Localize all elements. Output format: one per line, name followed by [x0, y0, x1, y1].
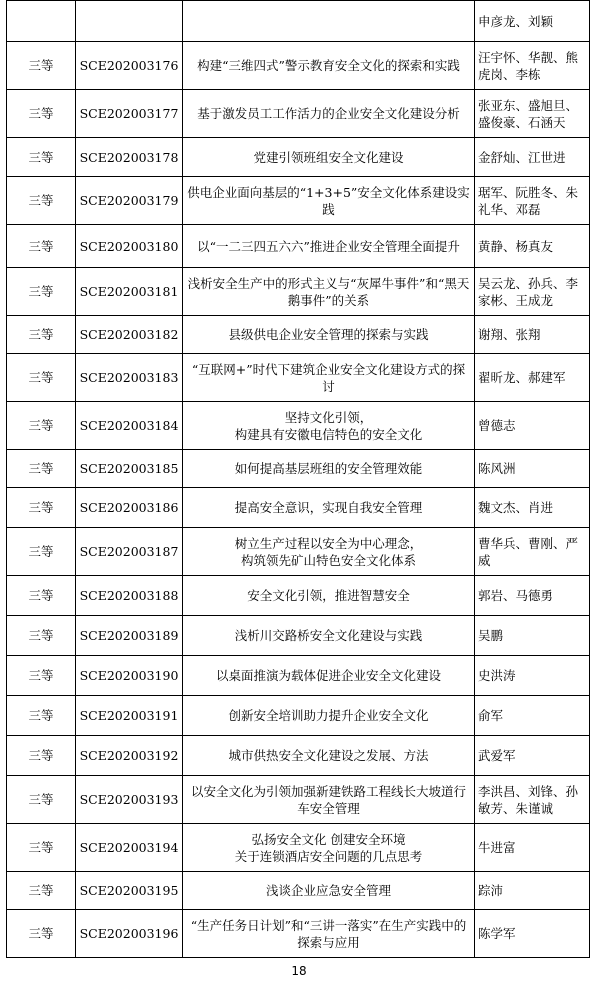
authors-cell: 李洪昌、刘锋、孙敏芳、朱谨诚 — [475, 776, 590, 824]
title-cell: 城市供热安全文化建设之发展、方法 — [183, 736, 475, 776]
title-cell: 构建“三维四式”警示教育安全文化的探索和实践 — [183, 42, 475, 90]
title-cell: 弘扬安全文化 创建安全环境 关于连锁酒店安全问题的几点思考 — [183, 824, 475, 872]
award-rows — [7, 1, 590, 958]
page-number: 18 — [291, 964, 307, 978]
authors-cell: 俞军 — [475, 696, 590, 736]
code-cell: SCE202003177 — [76, 90, 183, 138]
grade-cell: 三等 — [7, 616, 76, 656]
code-cell: SCE202003194 — [76, 824, 183, 872]
title-cell: 树立生产过程以安全为中心理念， 构筑领先矿山特色安全文化体系 — [183, 528, 475, 576]
table-row — [7, 1, 590, 42]
code-cell: SCE202003176 — [76, 42, 183, 90]
table-row — [7, 354, 590, 402]
authors-cell: 曹华兵、曹刚、严威 — [475, 528, 590, 576]
table-row — [7, 42, 590, 90]
code-cell: SCE202003195 — [76, 872, 183, 910]
code-cell: SCE202003191 — [76, 696, 183, 736]
title-cell: 以桌面推演为载体促进企业安全文化建设 — [183, 656, 475, 696]
authors-cell: 陈学军 — [475, 910, 590, 958]
table-row — [7, 576, 590, 616]
grade-cell: 三等 — [7, 576, 76, 616]
code-cell: SCE202003185 — [76, 450, 183, 488]
code-cell: SCE202003179 — [76, 177, 183, 225]
title-cell: 浅析安全生产中的形式主义与“灰犀牛事件”和“黑天鹅事件”的关系 — [183, 268, 475, 316]
code-cell: SCE202003180 — [76, 225, 183, 268]
grade-cell: 三等 — [7, 450, 76, 488]
authors-cell: 黄静、杨真友 — [475, 225, 590, 268]
authors-cell: 汪宇怀、华靓、熊虎岗、李栋 — [475, 42, 590, 90]
title-cell: “互联网+”时代下建筑企业安全文化建设方式的探讨 — [183, 354, 475, 402]
table-row — [7, 616, 590, 656]
title-cell: 安全文化引领，推进智慧安全 — [183, 576, 475, 616]
code-cell: SCE202003192 — [76, 736, 183, 776]
title-cell: 浅谈企业应急安全管理 — [183, 872, 475, 910]
grade-cell: 三等 — [7, 177, 76, 225]
grade-cell: 三等 — [7, 776, 76, 824]
authors-cell: 踪沛 — [475, 872, 590, 910]
code-cell: SCE202003190 — [76, 656, 183, 696]
authors-cell: 魏文杰、肖进 — [475, 488, 590, 528]
code-cell: SCE202003189 — [76, 616, 183, 656]
grade-cell: 三等 — [7, 225, 76, 268]
code-cell: SCE202003193 — [76, 776, 183, 824]
table-row — [7, 528, 590, 576]
grade-cell: 三等 — [7, 872, 76, 910]
authors-cell: 翟昕龙、郝建军 — [475, 354, 590, 402]
table-row — [7, 824, 590, 872]
authors-cell: 琚军、阮胜冬、朱礼华、邓磊 — [475, 177, 590, 225]
code-cell: SCE202003181 — [76, 268, 183, 316]
code-cell: SCE202003196 — [76, 910, 183, 958]
table-row — [7, 90, 590, 138]
title-cell: 如何提高基层班组的安全管理效能 — [183, 450, 475, 488]
authors-cell: 谢翔、张翔 — [475, 316, 590, 354]
authors-cell: 史洪涛 — [475, 656, 590, 696]
grade-cell: 三等 — [7, 316, 76, 354]
authors-cell: 曾德志 — [475, 402, 590, 450]
table-row — [7, 656, 590, 696]
title-cell: 党建引领班组安全文化建设 — [183, 138, 475, 177]
code-cell: SCE202003187 — [76, 528, 183, 576]
grade-cell: 三等 — [7, 656, 76, 696]
title-cell — [183, 1, 475, 42]
table-row — [7, 872, 590, 910]
table-row — [7, 776, 590, 824]
code-cell: SCE202003178 — [76, 138, 183, 177]
authors-cell: 金舒灿、江世进 — [475, 138, 590, 177]
grade-cell: 三等 — [7, 528, 76, 576]
authors-cell: 武爱军 — [475, 736, 590, 776]
grade-cell: 三等 — [7, 402, 76, 450]
code-cell: SCE202003186 — [76, 488, 183, 528]
table-row — [7, 488, 590, 528]
awards-table — [6, 0, 590, 958]
code-cell: SCE202003182 — [76, 316, 183, 354]
table-row — [7, 910, 590, 958]
title-cell: 坚持文化引领， 构建具有安徽电信特色的安全文化 — [183, 402, 475, 450]
authors-cell: 吴鹏 — [475, 616, 590, 656]
grade-cell: 三等 — [7, 138, 76, 177]
grade-cell: 三等 — [7, 90, 76, 138]
code-cell: SCE202003188 — [76, 576, 183, 616]
table-row — [7, 268, 590, 316]
table-row — [7, 138, 590, 177]
authors-cell: 申彦龙、刘颖 — [475, 1, 590, 42]
table-row — [7, 736, 590, 776]
grade-cell: 三等 — [7, 910, 76, 958]
title-cell: 基于激发员工工作活力的企业安全文化建设分析 — [183, 90, 475, 138]
title-cell: 创新安全培训助力提升企业安全文化 — [183, 696, 475, 736]
title-cell: 浅析川交路桥安全文化建设与实践 — [183, 616, 475, 656]
table-row — [7, 225, 590, 268]
authors-cell: 郭岩、马德勇 — [475, 576, 590, 616]
table-row — [7, 402, 590, 450]
table-row — [7, 450, 590, 488]
title-cell: 县级供电企业安全管理的探索与实践 — [183, 316, 475, 354]
code-cell: SCE202003183 — [76, 354, 183, 402]
authors-cell: 牛进富 — [475, 824, 590, 872]
grade-cell: 三等 — [7, 824, 76, 872]
authors-cell: 张亚东、盛旭旦、盛俊豪、石涵天 — [475, 90, 590, 138]
grade-cell — [7, 1, 76, 42]
title-cell: 提高安全意识，实现自我安全管理 — [183, 488, 475, 528]
title-cell: 供电企业面向基层的“1+3+5”安全文化体系建设实践 — [183, 177, 475, 225]
code-cell — [76, 1, 183, 42]
code-cell: SCE202003184 — [76, 402, 183, 450]
grade-cell: 三等 — [7, 42, 76, 90]
grade-cell: 三等 — [7, 488, 76, 528]
grade-cell: 三等 — [7, 736, 76, 776]
table-row — [7, 696, 590, 736]
title-cell: 以“一二三四五六六”推进企业安全管理全面提升 — [183, 225, 475, 268]
grade-cell: 三等 — [7, 354, 76, 402]
title-cell: “生产任务日计划”和“三讲一落实”在生产实践中的探索与应用 — [183, 910, 475, 958]
authors-cell: 吴云龙、孙兵、李家彬、王成龙 — [475, 268, 590, 316]
grade-cell: 三等 — [7, 696, 76, 736]
grade-cell: 三等 — [7, 268, 76, 316]
authors-cell: 陈风洲 — [475, 450, 590, 488]
table-row — [7, 316, 590, 354]
table-row — [7, 177, 590, 225]
title-cell: 以安全文化为引领加强新建铁路工程线长大坡道行车安全管理 — [183, 776, 475, 824]
